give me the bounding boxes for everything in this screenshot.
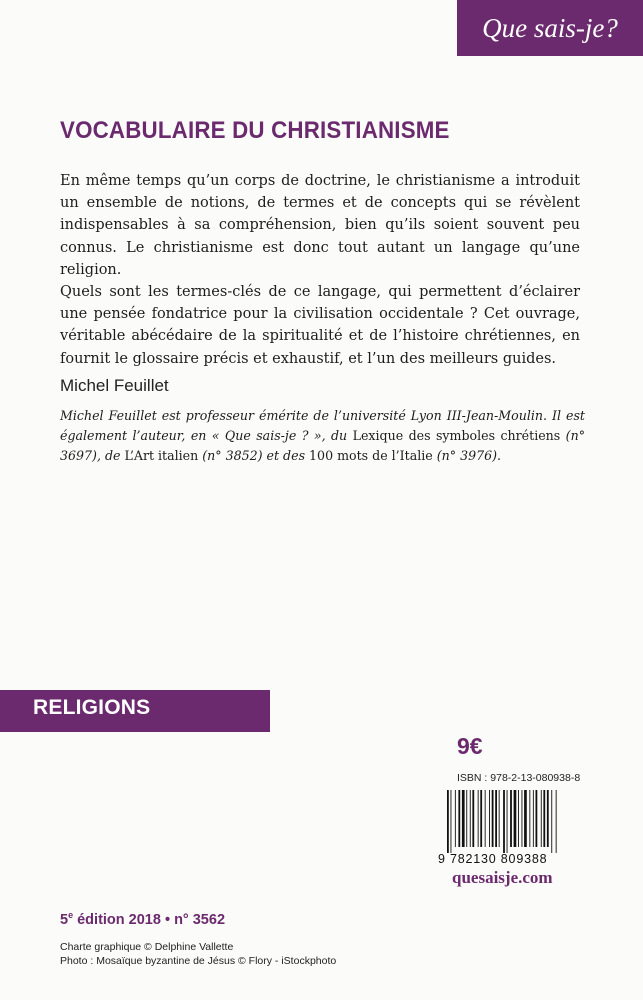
barcode-icon [445,790,595,853]
category-label: RELIGIONS [33,696,151,719]
book-title: VOCABULAIRE DU CHRISTIANISME [60,117,450,144]
bio-text: (n° 3697), de [60,428,585,463]
brand-logo [457,0,643,56]
barcode-digits: 9 782130 809388 [438,852,548,866]
bio-book-title: L’Art italien [124,448,199,463]
brand-text: Que sais-je? [482,12,618,43]
bio-book-title: 100 mots de l’Italie [309,448,433,463]
bio-text: (n° 3976). [432,448,502,463]
credit-design: Charte graphique © Delphine Vallette [60,941,234,953]
book-description [60,170,580,370]
isbn: ISBN : 978-2-13-080938-8 [457,772,581,784]
bio-book-title: Lexique des symboles chrétiens [352,428,561,443]
credits [60,940,336,968]
bio-text: Michel Feuillet est professeur émérite de l’université Lyon III-Jean-Moulin. Il est également l’auteur, en « Que sais-je ? », du [60,408,585,443]
description-paragraph-1: En même temps qu’un corps de doctrine, le christianisme a introduit un ensemble de notions, de termes et de concepts qui se révèlent indispensables à sa compréhension, bien qu’ils soient souvent peu connus. Le christianisme est donc tout autant un langage qu’une religion. [60,173,580,278]
edition-info [60,910,225,928]
category-band [0,690,270,732]
description-paragraph-2: Quels sont les termes-clés de ce langage, qui permettent d’éclairer une pensée fondatrice pour la civilisation occidentale ? Cet ouvrage, véritable abécédaire de la spiritualité et de l’histoire chrétiennes, en fournit le glossaire précis et exhaustif, et l’un des meilleurs guides. [60,284,580,367]
author-bio [60,406,585,466]
website: quesaisje.com [452,868,553,887]
edition-suffix: e [68,910,74,920]
bio-text: (n° 3852) et des [198,448,310,463]
edition-details: édition 2018 • n° 3562 [73,911,226,928]
credit-photo: Photo : Mosaïque byzantine de Jésus © Flory - iStockphoto [60,955,337,967]
price: 9€ [457,733,483,759]
author-name: Michel Feuillet [60,376,169,395]
edition-number: 5 [60,911,69,928]
